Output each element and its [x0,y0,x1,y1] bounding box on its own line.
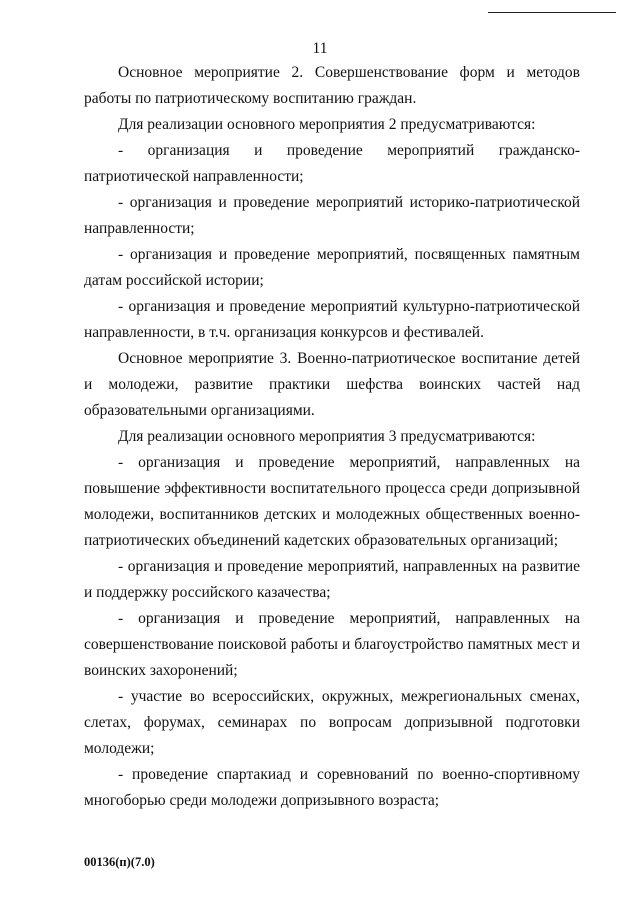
top-rule [488,12,616,13]
list-item: - организация и проведение мероприятий, направленных на повышение эффективности воспитательного процесса среди допризывной молодежи, воспитанников детских и молодежных общественных военно-патриотических объединений кадетских образовательных организаций; [84,454,580,549]
paragraph: Для реализации основного мероприятия 2 предусматриваются: [118,116,536,133]
paragraph: Основное мероприятие 3. Военно-патриотическое воспитание детей и молодежи, развитие практики шефства воинских частей над образовательными организациями. [84,350,580,419]
list-item: - участие во всероссийских, окружных, межрегиональных сменах, слетах, форумах, семинарах по вопросам допризывной подготовки молодежи; [84,688,580,757]
list-item: - организация и проведение мероприятий культурно-патриотической направленности, в т.ч. организация конкурсов и фестивалей. [84,298,580,341]
page-number: 11 [312,40,328,57]
document-code: 00136(п)(7.0) [84,855,155,869]
document-body [84,60,580,814]
list-item: - проведение спартакиад и соревнований по военно-спортивному многоборью среди молодежи допризывного возраста; [84,766,580,809]
paragraph: Основное мероприятие 2. Совершенствование форм и методов работы по патриотическому воспитанию граждан. [84,64,580,107]
list-item: - организация и проведение мероприятий, посвященных памятным датам российской истории; [84,246,580,289]
list-item: - организация и проведение мероприятий историко-патриотической направленности; [84,194,580,237]
paragraph: Для реализации основного мероприятия 3 предусматриваются: [118,428,536,445]
list-item: - организация и проведение мероприятий, направленных на развитие и поддержку российского казачества; [84,558,580,601]
list-item: - организация и проведение мероприятий, направленных на совершенствование поисковой работы и благоустройство памятных мест и воинских захоронений; [84,610,580,679]
list-item: - организация и проведение мероприятий гражданско-патриотической направленности; [84,142,580,185]
